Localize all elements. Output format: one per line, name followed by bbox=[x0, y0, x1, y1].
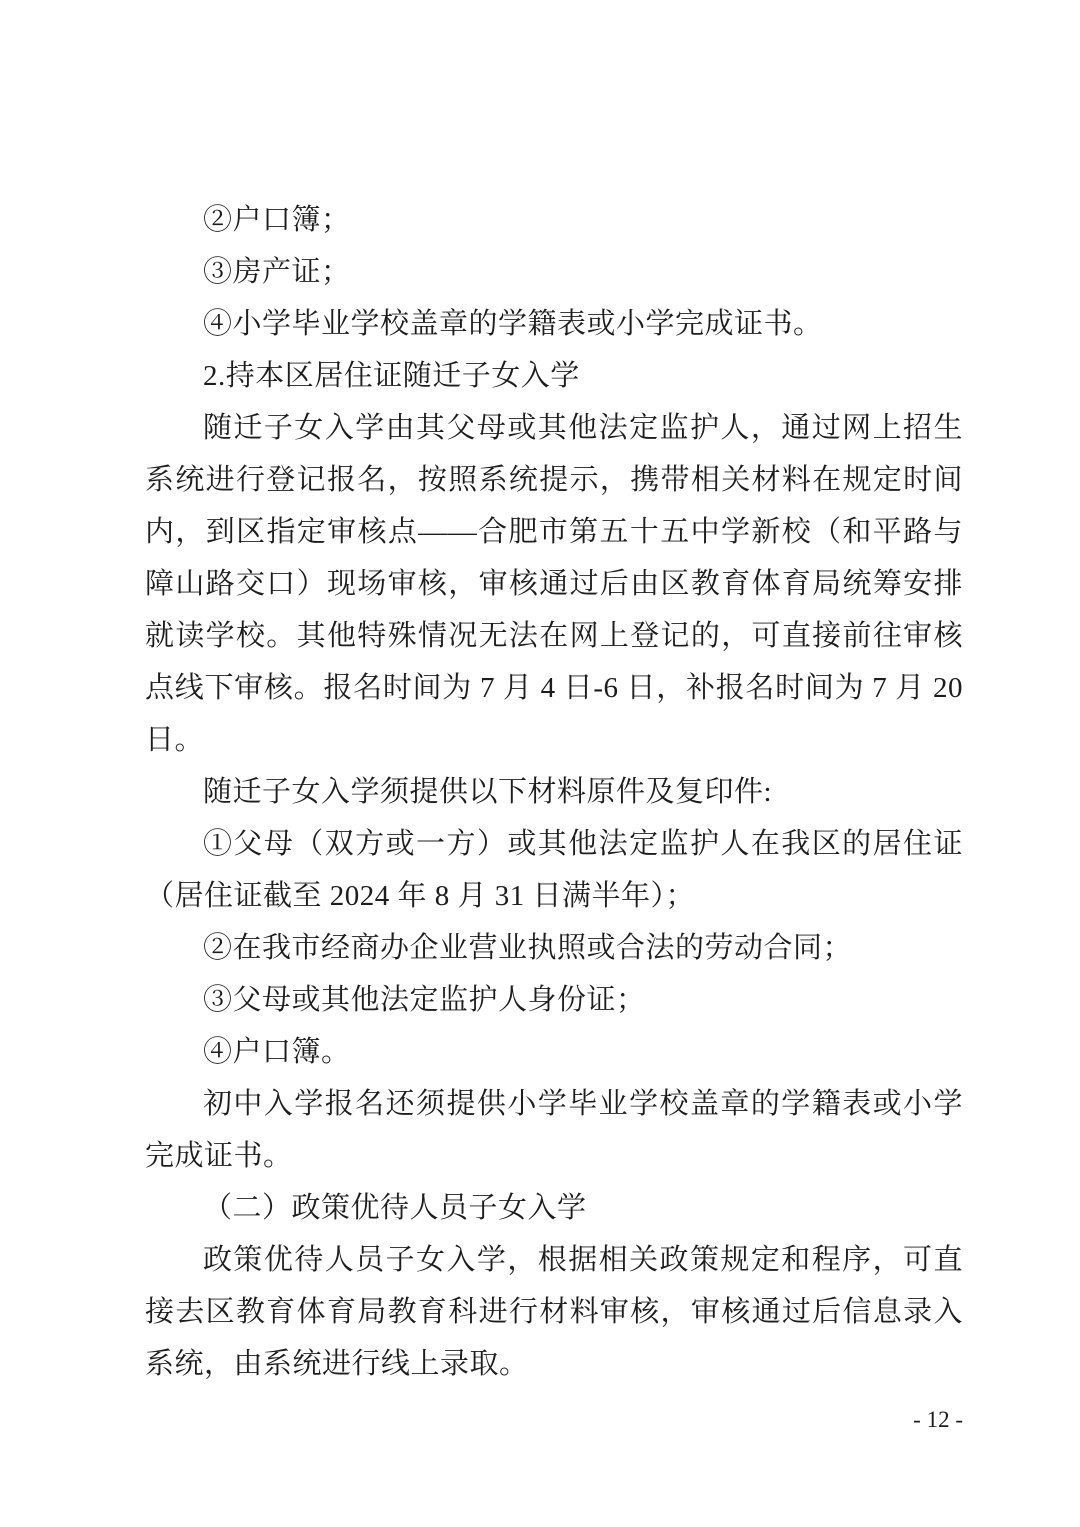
paragraph-migrant-enrollment-procedure: 随迁子女入学由其父母或其他法定监护人，通过网上招生系统进行登记报名，按照系统提示，携带相关材料在规定时间内，到区指定审核点——合肥市第五十五中学新校（和平路与障山路交口）现场审核，审核通过后由区教育体育局统筹安排就读学校。其他特殊情况无法在网上登记的，可直接前往审核点线下审核。报名时间为 7 月 4 日-6 日，补报名时间为 7 月 20 日。 bbox=[145, 412, 963, 756]
page-number: - 12 - bbox=[913, 1407, 963, 1432]
item-residence-permit-requirement: ①父母（双方或一方）或其他法定监护人在我区的居住证（居住证截至 2024 年 8 月 31 日满半年）； bbox=[145, 828, 963, 912]
item-household-register-period: ④户口簿。 bbox=[203, 1036, 351, 1068]
item-primary-school-record: ④小学毕业学校盖章的学籍表或小学完成证书。 bbox=[203, 308, 823, 340]
paragraph-junior-high-extra-docs: 初中入学报名还须提供小学毕业学校盖章的学籍表或小学完成证书。 bbox=[145, 1088, 963, 1172]
item-household-register-semicolon: ②户口簿； bbox=[203, 204, 351, 236]
item-guardian-id-card: ③父母或其他法定监护人身份证； bbox=[203, 984, 646, 1016]
section-heading-residence-permit: 2.持本区居住证随迁子女入学 bbox=[203, 360, 580, 392]
paragraph-materials-intro: 随迁子女入学须提供以下材料原件及复印件: bbox=[203, 776, 773, 808]
section-heading-policy-preferential: （二）政策优待人员子女入学 bbox=[203, 1192, 587, 1224]
document-body bbox=[145, 194, 963, 1390]
paragraph-policy-preferential-procedure: 政策优待人员子女入学，根据相关政策规定和程序，可直接去区教育体育局教育科进行材料审核，审核通过后信息录入系统，由系统进行线上录取。 bbox=[145, 1244, 963, 1380]
item-property-certificate: ③房产证； bbox=[203, 256, 351, 288]
item-business-license-or-contract: ②在我市经商办企业营业执照或合法的劳动合同； bbox=[203, 932, 853, 964]
